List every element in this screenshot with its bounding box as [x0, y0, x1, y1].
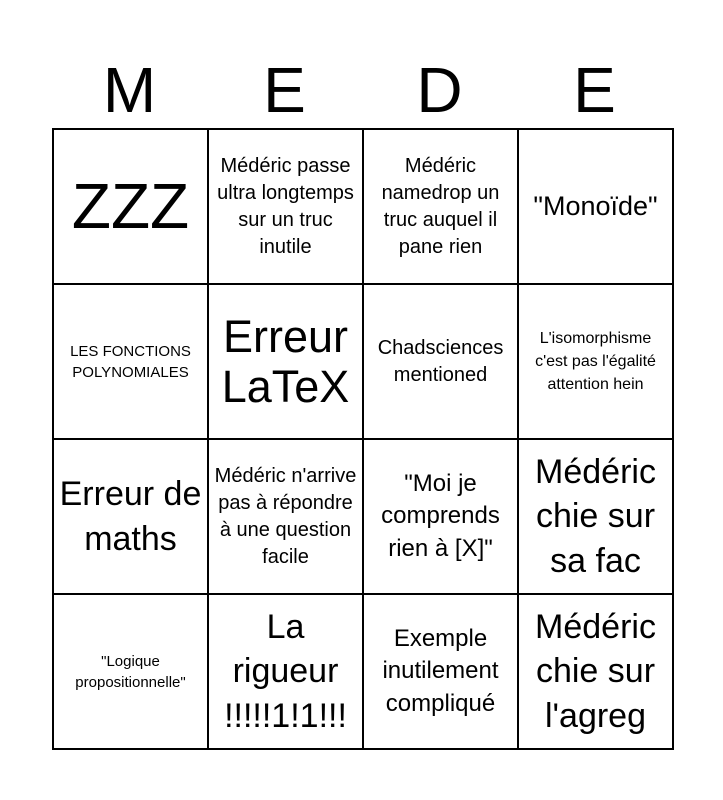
cell-text: "Monoïde" [533, 191, 658, 222]
bingo-cell[interactable] [363, 284, 518, 439]
bingo-cell[interactable] [208, 594, 363, 749]
cell-text: LES FONCTIONS POLYNOMIALES [70, 342, 191, 381]
cell-text: Médéric chie sur l'agreg [535, 608, 656, 735]
cell-text: L'isomorphisme c'est pas l'égalité attention hein [535, 329, 656, 394]
header-letter: M [102, 54, 157, 126]
bingo-row [53, 594, 673, 749]
cell-text: Médéric namedrop un truc auquel il pane rien [381, 154, 500, 258]
bingo-cell[interactable] [518, 129, 673, 284]
bingo-cell[interactable] [53, 284, 208, 439]
bingo-cell[interactable] [53, 129, 208, 284]
cell-text: Médéric n'arrive pas à répondre à une question facile [214, 464, 357, 568]
bingo-cell[interactable] [363, 594, 518, 749]
cell-text: "Logique propositionnelle" [75, 652, 186, 691]
bingo-cell[interactable] [518, 594, 673, 749]
bingo-cell[interactable] [518, 284, 673, 439]
bingo-grid [52, 128, 674, 750]
header-letter: E [573, 54, 616, 126]
bingo-cell[interactable] [53, 439, 208, 594]
bingo-cell[interactable] [208, 439, 363, 594]
bingo-header [52, 52, 672, 128]
bingo-cell[interactable] [208, 284, 363, 439]
cell-text: Exemple inutilement compliqué [382, 624, 499, 717]
cell-text: Médéric passe ultra longtemps sur un truc inutile [217, 154, 354, 258]
bingo-cell[interactable] [53, 594, 208, 749]
bingo-cell[interactable] [518, 439, 673, 594]
cell-text: La rigueur !!!!!1!1!!! [224, 608, 347, 735]
bingo-row [53, 129, 673, 284]
bingo-cell[interactable] [363, 129, 518, 284]
bingo-row [53, 439, 673, 594]
cell-text: Erreur de maths [59, 475, 202, 558]
cell-text: Médéric chie sur sa fac [535, 453, 656, 580]
cell-text: ZZZ [71, 169, 190, 242]
cell-text: Erreur LaTeX [221, 311, 350, 412]
header-letter: E [263, 54, 306, 126]
bingo-cell[interactable] [208, 129, 363, 284]
cell-text: "Moi je comprends rien à [X]" [381, 469, 500, 562]
bingo-cell[interactable] [363, 439, 518, 594]
header-letter: D [416, 54, 463, 126]
bingo-row [53, 284, 673, 439]
cell-text: Chadsciences mentioned [377, 336, 504, 386]
